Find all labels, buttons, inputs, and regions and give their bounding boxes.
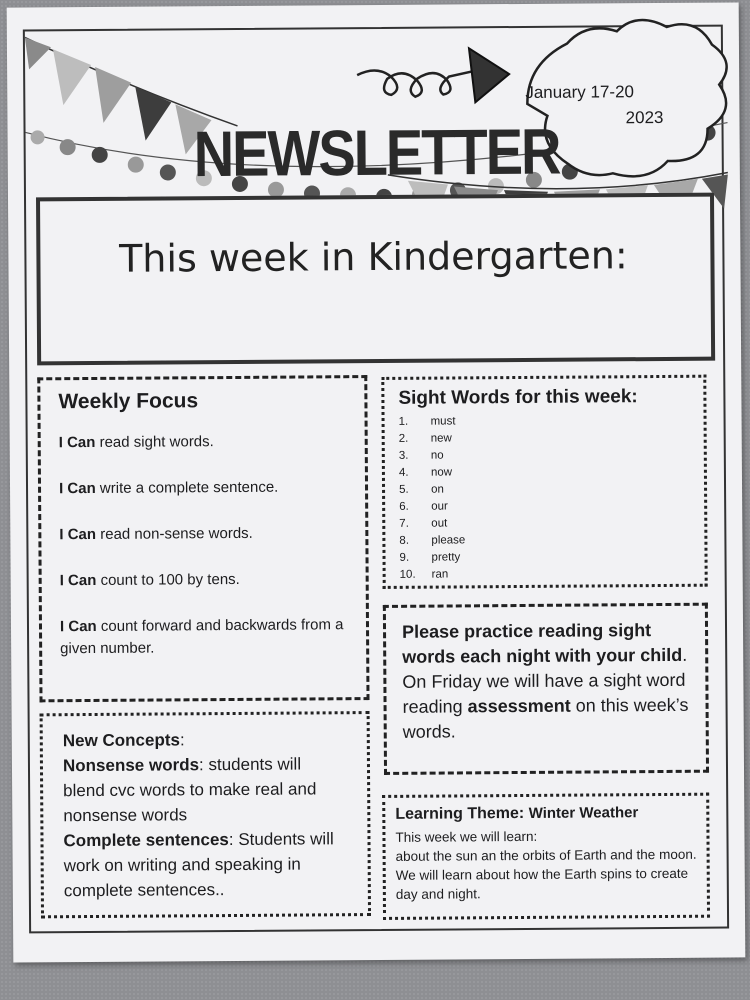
arrow-head-icon xyxy=(469,48,509,102)
date-year: 2023 xyxy=(625,107,664,128)
learning-theme-title: Learning Theme: Winter Weather xyxy=(395,804,639,823)
focus-item: I Can read sight words. xyxy=(58,433,214,452)
page-headline: This week in Kindergarten: xyxy=(118,233,628,281)
practice-text: Please practice reading sight words each night with your child. On Friday we will have a sight word reading assessment on this week’s words. xyxy=(401,620,689,742)
list-item: 7. out xyxy=(399,517,448,530)
weekly-focus-title: Weekly Focus xyxy=(58,389,199,414)
list-item: 1. must xyxy=(398,415,456,428)
newsletter-title: NEWSLETTER xyxy=(193,114,560,190)
list-item: 5. on xyxy=(399,483,444,496)
focus-item: I Can write a complete sentence. xyxy=(58,478,279,498)
learning-theme-box xyxy=(382,793,710,920)
list-item: 3. no xyxy=(398,449,444,462)
practice-box xyxy=(383,603,709,775)
focus-item: I Can count to 100 by tens. xyxy=(59,570,240,590)
list-item: 2. new xyxy=(398,432,452,445)
new-concepts-text: New Concepts: Nonsense words: students will blend cvc words to make real and nonsense words Complete sentences: Students will work on writing and speaking in complete sentences.. xyxy=(62,730,334,901)
date-range: January 17-20 xyxy=(525,82,635,102)
sight-words-box xyxy=(381,375,707,589)
list-item: 6. our xyxy=(399,500,448,513)
learning-theme-body: about the sun an the orbits of Earth and the moon. We will learn about how the Earth spins to create day and night. xyxy=(395,846,697,902)
list-item: 10. ran xyxy=(399,568,449,581)
pennant-flag xyxy=(25,37,51,69)
newsletter-paper xyxy=(7,2,746,962)
list-item: 4. now xyxy=(398,466,453,479)
new-concepts-box xyxy=(40,711,371,918)
swirl-arrow-decoration xyxy=(357,70,477,97)
learning-theme-intro: This week we will learn: xyxy=(395,828,538,845)
list-item: 8. please xyxy=(399,534,466,547)
pennant-flag xyxy=(95,67,131,123)
focus-item: I Can count forward and backwards from a given number. xyxy=(59,616,344,658)
focus-item: I Can read non-sense words. xyxy=(59,524,253,544)
pennant-flag xyxy=(53,49,91,105)
list-item: 9. pretty xyxy=(399,551,461,564)
weekly-focus-box xyxy=(37,375,369,702)
sight-words-title: Sight Words for this week: xyxy=(398,386,638,409)
